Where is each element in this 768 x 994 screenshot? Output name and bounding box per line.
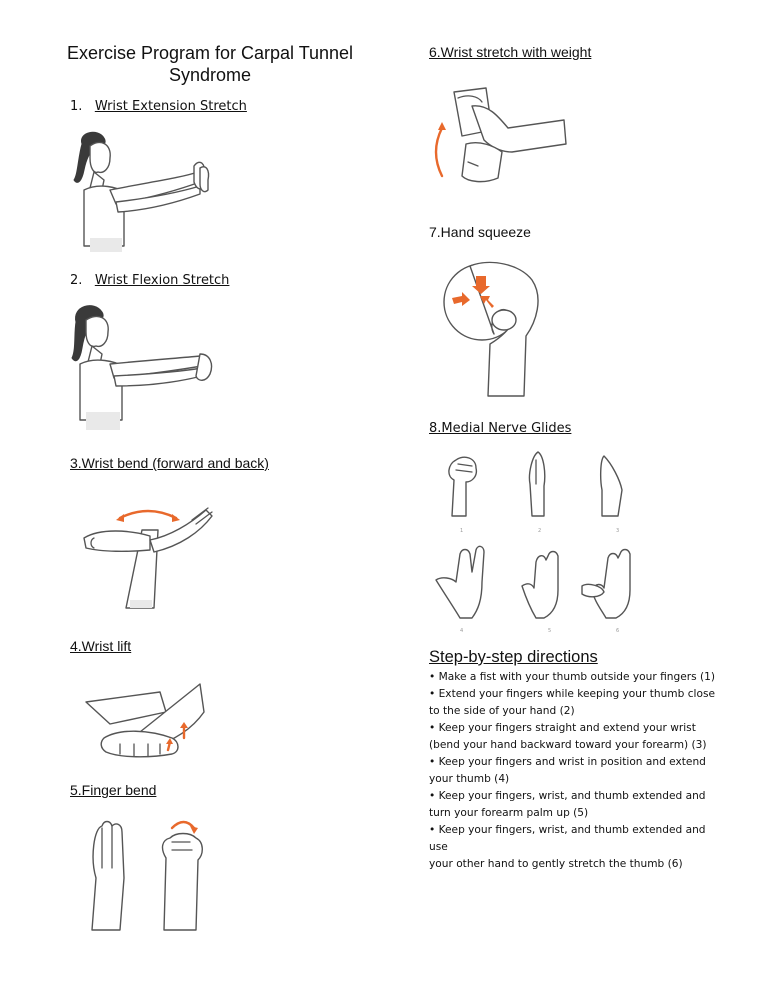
step-line: (bend your hand backward toward your forearm) (3) <box>429 739 707 751</box>
exercise-1-heading <box>70 99 247 114</box>
glide-step-5 <box>522 552 558 619</box>
step-line: • Keep your fingers, wrist, and thumb extended and <box>429 824 706 836</box>
exercise-1-label: Wrist Extension Stretch <box>94 99 247 114</box>
step-line: your thumb (4) <box>429 773 510 785</box>
wrist-lift-illustration <box>80 682 210 762</box>
step-line: turn your forearm palm up (5) <box>429 807 589 819</box>
glide-number-3: 3 <box>616 528 620 534</box>
glide-step-3 <box>601 456 622 516</box>
exercise-2-heading <box>70 273 229 288</box>
wrist-stretch-weight-illustration <box>428 86 568 186</box>
glide-step-2 <box>529 452 544 516</box>
steps-list <box>429 669 729 873</box>
glide-step-1 <box>449 457 476 516</box>
exercise-2-label: Wrist Flexion Stretch <box>94 273 230 288</box>
page-title: Exercise Program for Carpal Tunnel Syndrome <box>66 43 354 85</box>
glide-step-4 <box>436 546 484 618</box>
hand-squeeze-illustration <box>440 258 550 398</box>
step-line: use <box>429 841 448 853</box>
glide-number-6: 6 <box>616 628 620 634</box>
step-line: • Extend your fingers while keeping your thumb close <box>429 688 715 700</box>
exercise-7-heading: 7.Hand squeeze <box>429 224 531 240</box>
step-line: • Make a fist with your thumb outside your fingers (1) <box>429 671 715 683</box>
exercise-6-heading: 6.Wrist stretch with weight <box>429 44 592 60</box>
wrist-bend-illustration <box>80 500 220 610</box>
step-line: to the side of your hand (2) <box>429 705 575 717</box>
step-line: • Keep your fingers, wrist, and thumb extended and <box>429 790 706 802</box>
exercise-4-heading: 4.Wrist lift <box>70 638 132 654</box>
step-line: • Keep your fingers and wrist in position and extend <box>429 756 706 768</box>
glide-number-2: 2 <box>538 528 542 534</box>
glide-number-5: 5 <box>548 628 552 634</box>
exercise-2-number: 2. <box>70 273 83 288</box>
wrist-flexion-illustration <box>60 302 220 432</box>
nerve-glides-illustration <box>432 450 642 640</box>
exercise-3-heading: 3.Wrist bend (forward and back) <box>70 455 269 471</box>
wrist-extension-illustration <box>60 128 220 258</box>
glide-step-6 <box>582 550 630 619</box>
exercise-8-heading: 8.Medial Nerve Glides <box>429 421 572 436</box>
steps-heading: Step-by-step directions <box>429 648 598 666</box>
finger-bend-illustration <box>80 818 220 933</box>
exercise-1-number: 1. <box>70 99 83 114</box>
step-line: • Keep your fingers straight and extend your wrist <box>429 722 696 734</box>
step-line: your other hand to gently stretch the thumb (6) <box>429 858 683 870</box>
glide-number-1: 1 <box>460 528 464 534</box>
exercise-5-heading: 5.Finger bend <box>70 782 157 798</box>
glide-number-4: 4 <box>460 628 464 634</box>
